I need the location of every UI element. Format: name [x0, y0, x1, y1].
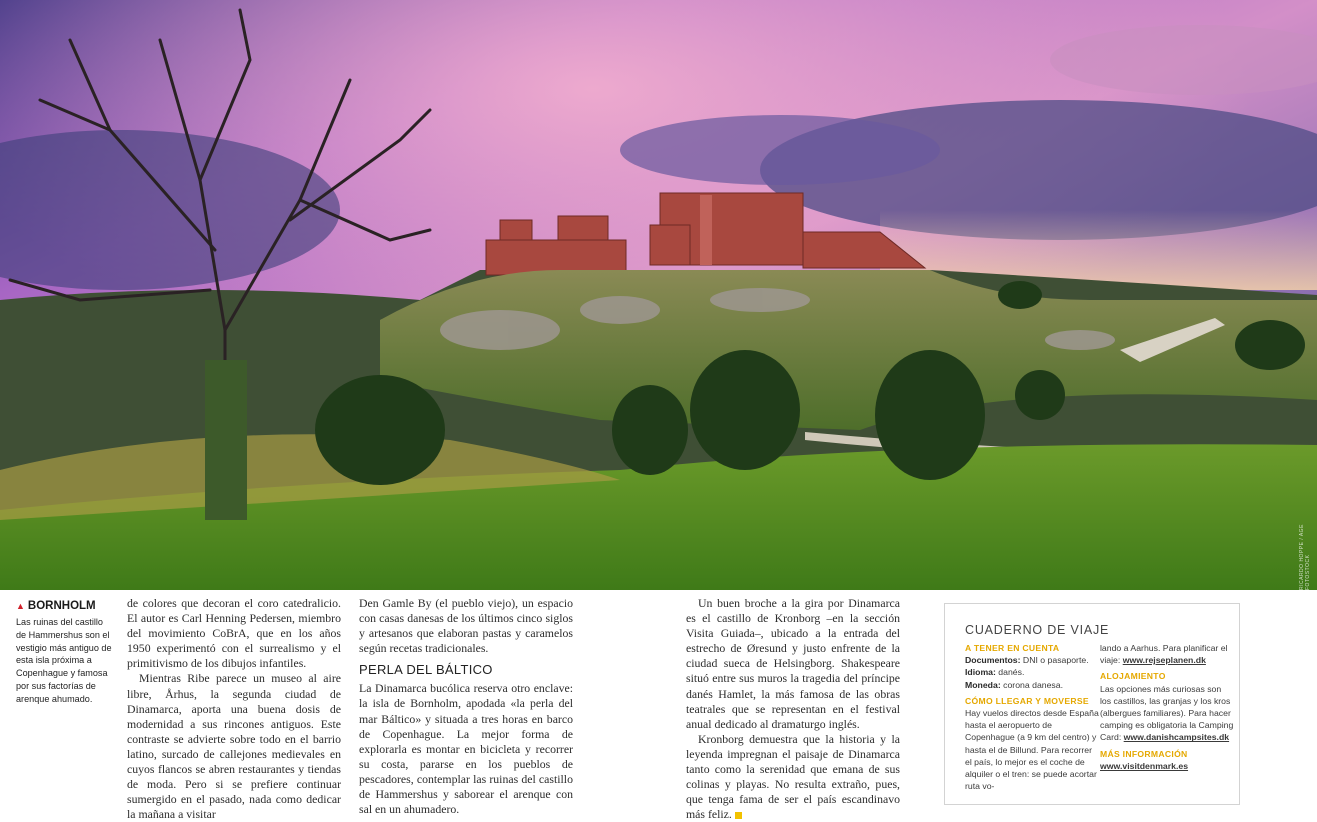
caption-text: Las ruinas del castillo de Hammershus son el vestigio más antiguo de esta isla próxima a Copenhague y famosa por sus factorías de arenque ahumado.	[16, 617, 112, 704]
infobox-section-alojamiento	[1100, 670, 1234, 743]
info-value: DNI o pasaporte.	[1020, 655, 1089, 666]
article-column-1	[127, 596, 341, 822]
end-mark-icon	[735, 812, 742, 819]
info-text-span: lando a Aarhus. Para planificar el viaje:	[1100, 643, 1228, 666]
info-label: Idioma:	[965, 667, 996, 678]
infobox-section-tener	[965, 642, 1099, 691]
danishcampsites-link[interactable]: www.danishcampsites.dk	[1123, 732, 1230, 743]
article-column-2	[359, 596, 573, 817]
infobox-left-column	[965, 642, 1099, 796]
caret-up-icon: ▲	[16, 600, 25, 611]
info-text: Hay vuelos directos desde España hasta el aeropuerto de Copenhague (a 9 km del centro) y hasta el de Billund. Para recorrer el país, lo mejor es el coche de alquiler o el tren: se puede acortar ruta vo-	[965, 708, 1099, 792]
info-text-span: Las opciones más curiosas son los castillos, las granjas y los kros (albergues familiares). Para hacer camping es obligatoria la Camping Card:	[1100, 683, 1234, 743]
info-value: danés.	[995, 667, 1025, 678]
info-line	[965, 654, 1099, 666]
article-column-3	[686, 596, 900, 822]
infobox-heading: A TENER EN CUENTA	[965, 643, 1060, 653]
photo-caption	[16, 600, 114, 706]
paragraph: de colores que decoran el coro catedralicio. El autor es Carl Henning Pedersen, miembro del movimiento CoBrA, que en los años 1950 experimentó con el surrealismo y el primitivismo de los dibujos infantiles.	[127, 596, 341, 671]
info-label: Moneda:	[965, 679, 1001, 690]
paragraph: Un buen broche a la gira por Dinamarca es el castillo de Kronborg –en la sección Visita Guiada–, ubicado a la entrada del estrecho de Øresund y justo enfrente de la ciudad sueca de Helsingborg. Shakespeare situó entre sus muros la tragedia del príncipe danés Hamlet, la más famosa de las obras teatrales que se representan en el festival anual dedicado al dramaturgo inglés.	[686, 596, 900, 731]
paragraph: La Dinamarca bucólica reserva otro enclave: la isla de Bornholm, apodada «la perla del mar Báltico» y situada a tres horas en barco de Copenhague. La mejor forma de explorarla es montar en bicicleta y recorrer su costa, pararse en los pueblos de pescadores, contemplar las ruinas del castillo de Hammershus y saborear el arenque con sal en un ahumadero.	[359, 681, 573, 817]
paragraph	[686, 732, 900, 822]
infobox-heading: CÓMO LLEGAR Y MOVERSE	[965, 695, 1089, 706]
infobox-section-llegar	[965, 695, 1099, 793]
infobox-title: CUADERNO DE VIAJE	[965, 623, 1110, 637]
infobox-section-continued	[1100, 642, 1234, 666]
caption-title: BORNHOLM	[27, 600, 96, 612]
info-line	[965, 679, 1099, 691]
info-line	[1100, 760, 1234, 772]
info-value: corona danesa.	[1000, 679, 1064, 690]
caption-heading	[16, 600, 114, 612]
paragraph: Den Gamle By (el pueblo viejo), un espacio con casas danesas de los últimos cinco siglos y artesanos que elaboran pastas y caramelos según recetas tradicionales.	[359, 596, 573, 656]
photo-credit: RICARDO HOPPE / AGE FOTOSTOCK	[1299, 524, 1311, 590]
travel-notes-box	[944, 603, 1240, 805]
info-line	[965, 666, 1099, 678]
rejseplanen-link[interactable]: www.rejseplanen.dk	[1122, 655, 1206, 666]
info-text	[1100, 642, 1234, 666]
paragraph-text: Kronborg demuestra que la historia y la leyenda impregnan el paisaje de Dinamarca tanto como la serenidad que emana de sus colinas y playas. No resulta extraño, pues, que tenga fama de ser el país escandinavo más feliz.	[686, 731, 900, 822]
infobox-section-info	[1100, 748, 1234, 772]
paragraph: Mientras Ribe parece un museo al aire libre, Århus, la segunda ciudad de Dinamarca, aporta una buena dosis de modernidad a sus rincones antiguos. Este contraste se advierte sobre todo en el barrio latino, surcado de callejones medievales en cuyos flancos se abren restaurantes y tiendas de moda. Pero si se prefiere continuar sumergido en el pasado, nada como dedicar la mañana a visitar	[127, 671, 341, 822]
info-text	[1100, 683, 1234, 744]
visitdenmark-link[interactable]: www.visitdenmark.es	[1100, 760, 1189, 771]
infobox-heading: ALOJAMIENTO	[1100, 671, 1166, 682]
infobox-right-column	[1100, 642, 1234, 776]
infobox-heading: MÁS INFORMACIÓN	[1100, 748, 1188, 759]
info-label: Documentos:	[965, 655, 1021, 666]
section-subheading: PERLA DEL BÁLTICO	[359, 662, 493, 678]
